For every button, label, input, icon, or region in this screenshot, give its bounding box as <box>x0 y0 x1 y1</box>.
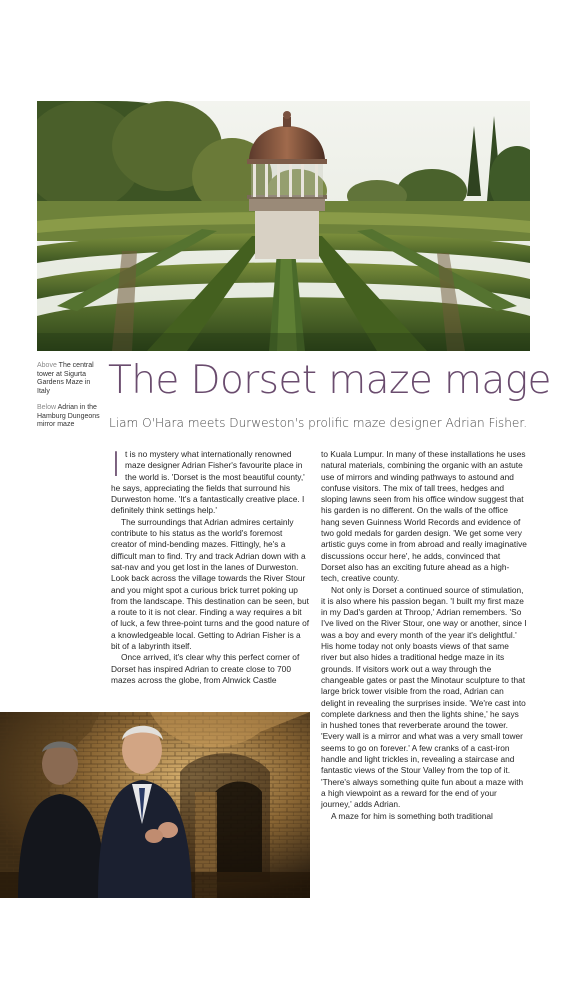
paragraph: The surroundings that Adrian admires certainly contribute to his status as the world's foremost creator of mind-bending mazes. Fittingly, he's a difficult man to find. Try and track Adrian down with a sat-nav and you get lost in the lanes of Durweston. Look back across the village towards the River Stour and you might spot a curious brick turret poking up from the landscape. This destination can be seen, but a route to it is not clear. Finding a way requires a bit of luck, a few three-point turns and the good nature of a knowledgeable local. Getting to Adrian Fisher is a bit of a labyrinth itself. <box>111 516 310 652</box>
article-column-1 <box>111 445 310 686</box>
photo-caption-above <box>37 362 101 396</box>
dungeon-portrait-illustration <box>0 712 310 898</box>
caption-text: The central tower at Sigurta Gardens Maze in Italy <box>37 362 94 395</box>
paragraph-text: t is no mystery what internationally renowned maze designer Adrian Fisher's favourite place in the world is. 'Dorset is the most beautiful county,' he says, appreciating the fields that surround his Durweston home. 'It's a fantastically creative place. I definitely think settings help.' <box>111 449 305 516</box>
article-column-2 <box>321 449 527 822</box>
caption-text: Adrian in the Hamburg Dungeons mirror maze <box>37 404 100 429</box>
hero-photo-garden-maze <box>37 101 530 351</box>
article-standfirst: Liam O'Hara meets Durweston's prolific maze designer Adrian Fisher. <box>109 416 528 430</box>
paragraph <box>111 445 310 517</box>
paragraph: A maze for him is something both traditional <box>331 810 493 821</box>
photo-caption-below <box>37 404 101 430</box>
paragraph: to Kuala Lumpur. In many of these installations he uses natural materials, combining the organic with an astute use of mirrors and winding pathways to astound and confuse visitors. The mix of tall trees, hedges and sloping lawns seen from his office window suggest that his garden is no different. On the walls of the office hang seven Guinness World Records and evidence of two gold medals for garden design. 'We get some very artistic guys come in from abroad and really imaginative discussions occur here', he adds, convinced that Dorset also has an exciting future ahead as a high-tech, creative county. <box>321 449 527 584</box>
caption-lead: Above <box>37 362 57 369</box>
maze-tower-illustration <box>37 101 530 351</box>
article-headline: The Dorset maze mage <box>108 358 551 403</box>
drop-cap: I <box>111 445 122 485</box>
caption-lead: Below <box>37 404 57 411</box>
photo-dungeon-mirror-maze <box>0 712 310 898</box>
paragraph: Not only is Dorset a continued source of stimulation, it is also where his passion began. 'I built my first maze in my Dad's garden at Throop,' Adrian remembers. 'So I've lived on the River Stour, one way or another, since I was a boy and every month of the year it's delightful.' His home today not only boasts views of that same river but also hides a traditional hedge maze in its grounds. If visitors work out a way through the changeable gates or past the Minotaur sculpture to that large brick tower visible from the road, Adrian can delight in revealing the surprises inside. 'We're cast into complete darkness and then the lights shine,' he says in hushed tones that reverberate around the tower. 'Every wall is a mirror and what was a very small tower seems to go on forever.' A few cranks of a cast-iron handle and light trickles in, revealing a staircase and fantastic views of the Stour Valley from the top of it. 'There's always something quite fun about a maze with a high viewpoint as a reward for the end of your journey,' adds Adrian. <box>321 584 527 810</box>
paragraph: Once arrived, it's clear why this perfect corner of Dorset has inspired Adrian to create close to 700 mazes across the globe, from Alnwick Castle <box>111 652 300 685</box>
